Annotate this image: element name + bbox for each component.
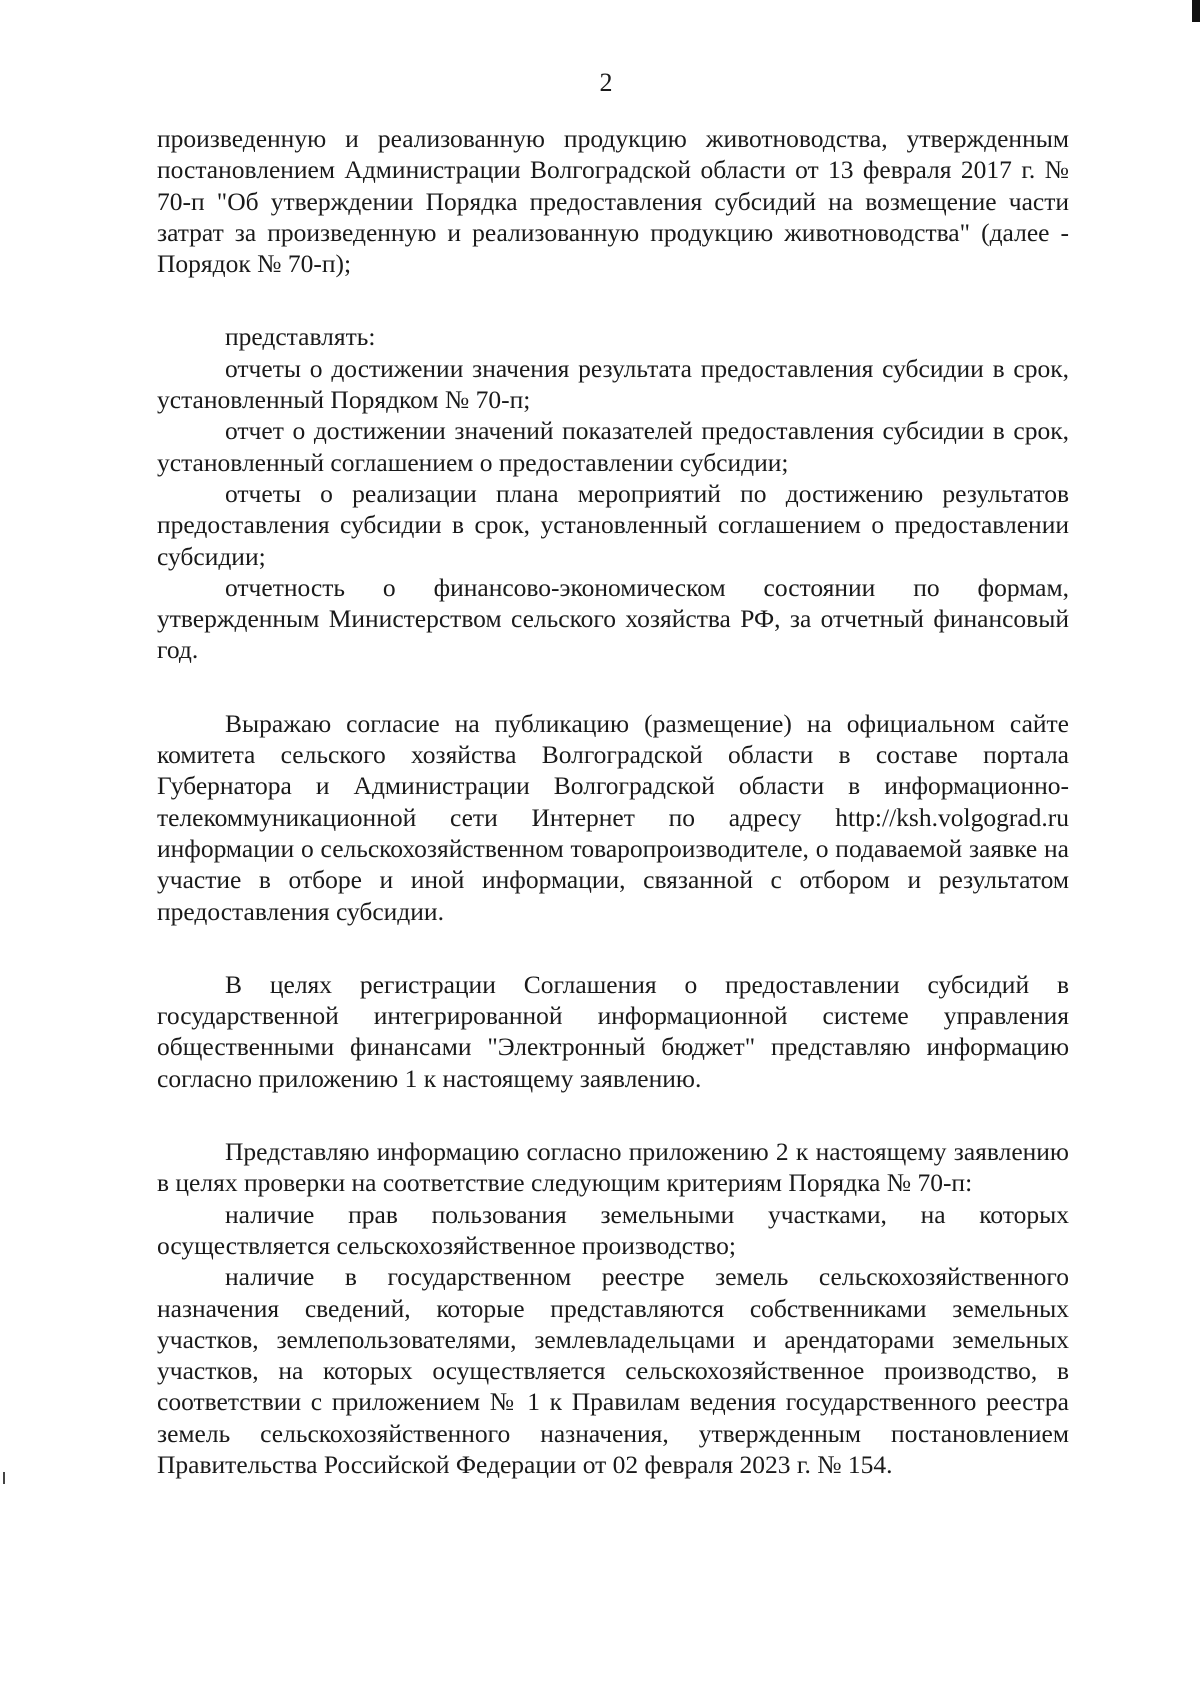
paragraph: отчеты о реализации плана мероприятий по достижению результатов предоставления субсидии в срок, установленный соглашением о предоставлении субсидии; — [157, 478, 1069, 571]
paragraph: отчет о достижении значений показателей предоставления субсидии в срок, установленный соглашением о предоставлении субсидии; — [157, 416, 1069, 477]
paragraph-gap — [157, 1094, 1069, 1136]
paragraph: Выражаю согласие на публикацию (размещение) на официальном сайте комитета сельского хозяйства Волгоградской области в составе портала Губернатора и Администрации Волгоградской области в информационно-телекоммуникационной сети Интернет по адресу http://ksh.volgograd.ru информации о сельскохозяйственном товаропроизводителе, о подаваемой заявке на участие в отборе и иной информации, связанной с отбором и результатом предоставления субсидии. — [157, 708, 1069, 926]
paragraph: отчеты о достижении значения результата предоставления субсидии в срок, установленный Порядком № 70-п; — [157, 353, 1069, 415]
paragraph: наличие в государственном реестре земель сельскохозяйственного назначения сведений, которые представляются собственниками земельных участков, землепользователями, землевладельцами и арендаторами земельных участков, на которых осуществляется сельскохозяйственное производство, в соответствии с приложением № 1 к Правилам ведения государственного реестра земель сельскохозяйственного назначения, утвержденным постановлением Правительства Российской Федерации от 02 февраля 2023 г. № 154. — [157, 1262, 1069, 1479]
scan-artifact-mark — [1192, 0, 1200, 22]
paragraph: В целях регистрации Соглашения о предоставлении субсидий в государственной интегрированной информационной системе управления общественными финансами "Электронный бюджет" представляю информацию согласно приложению 1 к настоящему заявлению. — [157, 969, 1069, 1093]
paragraph: отчетность о финансово-экономическом состоянии по формам, утвержденным Министерством сельского хозяйства РФ, за отчетный финансовый год. — [157, 572, 1069, 665]
page-number: 2 — [599, 68, 613, 97]
paragraph: произведенную и реализованную продукцию животноводства, утвержденным постановлением Администрации Волгоградской области от 13 февраля 2017 г. № 70-п "Об утверждении Порядка предоставления субсидий на возмещение части затрат за произведенную и реализованную продукцию животноводства" (далее - Порядок № 70-п); — [157, 124, 1069, 279]
scan-artifact-mark — [3, 1472, 5, 1484]
paragraph-gap — [157, 927, 1069, 969]
paragraph: Представляю информацию согласно приложению 2 к настоящему заявлению в целях проверки на соответствие следующим критериям Порядка № 70-п: — [157, 1137, 1069, 1198]
document-body — [157, 123, 1069, 1480]
paragraph-gap — [157, 666, 1069, 708]
paragraph: наличие прав пользования земельными участками, на которых осуществляется сельскохозяйственное производство; — [157, 1199, 1069, 1260]
paragraph-gap — [157, 279, 1069, 321]
paragraph: представлять: — [225, 322, 376, 352]
